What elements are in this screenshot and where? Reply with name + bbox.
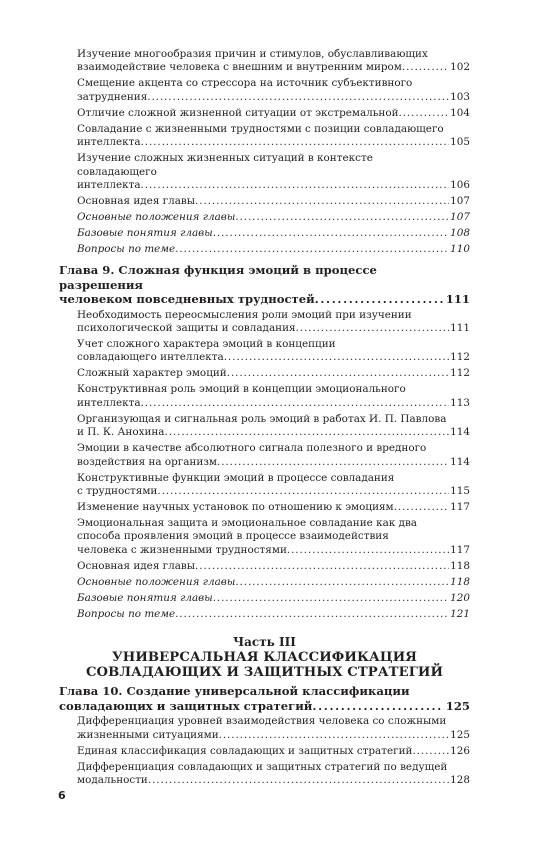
toc-entry[interactable] xyxy=(59,761,470,788)
toc-entry[interactable] xyxy=(59,107,470,120)
leader-dots xyxy=(213,227,449,240)
toc-entry[interactable] xyxy=(59,211,470,224)
toc-entry-title: взаимодействие человека с внешним и внутренним миром xyxy=(77,61,402,74)
leader-dots xyxy=(147,91,449,104)
toc-entry-page-number: 120 xyxy=(450,591,470,604)
toc-entry-title: воздействия на организм xyxy=(77,455,218,468)
leader-dots xyxy=(315,292,444,306)
chapter-page-number: 111 xyxy=(445,291,470,306)
leader-dots xyxy=(165,426,450,439)
toc-entry-title: с трудностями xyxy=(77,485,158,498)
toc-entry[interactable] xyxy=(59,152,470,192)
toc-entry-page-number: 110 xyxy=(450,243,470,256)
leader-dots xyxy=(394,501,450,514)
toc-entry-title: Основная идея главы xyxy=(77,559,196,572)
leader-dots xyxy=(175,243,449,256)
toc-entry-title: интеллекта xyxy=(77,179,141,192)
toc-entry-title-line1: Эмоции в качестве абсолютного сигнала полезного и вредного xyxy=(77,442,427,455)
toc-entry[interactable] xyxy=(59,745,470,758)
leader-dots xyxy=(148,774,449,787)
toc-entry-title: Основные положения главы xyxy=(77,575,236,588)
leader-dots xyxy=(213,592,449,605)
toc-entry-title-line1: Конструктивная роль эмоций в концепции эмоционального xyxy=(77,383,406,396)
toc-entry-title-line1: Смещение акцента со стрессора на источник субъективного xyxy=(77,77,413,90)
chapter-page-number: 125 xyxy=(445,698,470,713)
toc-entry-title: Основная идея главы xyxy=(77,195,196,208)
toc-entry-page-number: 128 xyxy=(450,774,470,787)
part-title-line1: УНИВЕРСАЛЬНАЯ КЛАССИФИКАЦИЯ xyxy=(111,650,418,666)
toc-entry-title: Вопросы по теме xyxy=(77,607,176,620)
toc-entry-page-number: 117 xyxy=(450,543,470,556)
toc-entry-page-number: 112 xyxy=(450,351,470,364)
toc-entry-title-line1: Конструктивные функции эмоций в процессе совладания xyxy=(77,471,395,484)
toc-entry[interactable] xyxy=(59,48,470,75)
toc-entry-title: Отличие сложной жизненной ситуации от экстремальной xyxy=(77,106,399,119)
toc-entry[interactable] xyxy=(59,227,470,240)
toc-entry-title: психологической защиты и совладания xyxy=(77,322,296,335)
toc-entry-page-number: 113 xyxy=(450,396,470,409)
toc-entry-title-line1: Дифференциация уровней взаимодействия человека со сложными xyxy=(77,715,447,728)
chapter-title-line2: человеком повседневных трудностей xyxy=(59,291,315,306)
toc-entry-page-number: 104 xyxy=(450,106,470,119)
leader-dots xyxy=(296,322,450,335)
toc-entry-page-number: 108 xyxy=(450,227,470,240)
toc-entry[interactable] xyxy=(59,383,470,410)
leader-dots xyxy=(235,576,449,589)
part-number: Часть III xyxy=(233,635,296,650)
toc-entry[interactable] xyxy=(59,338,470,365)
toc-entry-title: модальности xyxy=(77,774,148,787)
part-title-line2: СОВЛАДАЮЩИХ И ЗАЩИТНЫХ СТРАТЕГИЙ xyxy=(85,665,444,681)
toc-entry-title: Базовые понятия главы xyxy=(77,227,213,240)
leader-dots xyxy=(227,367,449,380)
toc-entry-page-number: 114 xyxy=(450,426,470,439)
part-heading xyxy=(59,635,470,680)
leader-dots xyxy=(402,61,449,74)
toc-entry-page-number: 126 xyxy=(450,744,470,757)
toc-section-chapter8-tail xyxy=(59,48,470,256)
toc-entry[interactable] xyxy=(59,472,470,499)
leader-dots xyxy=(141,136,450,149)
toc-entry-title-line1: Изучение сложных жизненных ситуаций в контексте совладающего xyxy=(77,152,373,178)
toc-entry-title: Изменение научных установок по отношению к эмоциям xyxy=(77,501,394,514)
leader-dots xyxy=(312,699,443,713)
toc-entry-title: Базовые понятия главы xyxy=(77,591,213,604)
toc-entry[interactable] xyxy=(59,77,470,104)
toc-entry-title: совладающего интеллекта xyxy=(77,351,224,364)
leader-dots xyxy=(224,351,449,364)
toc-entry-page-number: 114 xyxy=(450,455,470,468)
toc-section-chapter9 xyxy=(59,309,470,622)
toc-entry-page-number: 106 xyxy=(450,179,470,192)
toc-entry-title: Основные положения главы xyxy=(77,211,236,224)
toc-entry[interactable] xyxy=(59,309,470,336)
toc-entry-title: жизненными ситуациями xyxy=(77,728,219,741)
toc-entry-title-line1: Изучение многообразия причин и стимулов, обуславливающих xyxy=(77,48,428,60)
toc-section-chapter10 xyxy=(59,715,470,787)
toc-entry-title-line1: Организующая и сигнальная роль эмоций в работах И. П. Павлова xyxy=(77,412,447,425)
table-of-contents xyxy=(59,48,470,790)
chapter-title-line2: совладающих и защитных стратегий xyxy=(59,698,313,713)
toc-entry-page-number: 115 xyxy=(450,485,470,498)
leader-dots xyxy=(175,608,449,621)
toc-entry-title: затруднения xyxy=(77,90,148,103)
toc-entry-page-number: 102 xyxy=(450,61,470,74)
toc-entry[interactable] xyxy=(59,715,470,742)
page-number: 6 xyxy=(58,789,66,802)
toc-entry-title: интеллекта xyxy=(77,136,141,149)
toc-entry-page-number: 121 xyxy=(450,607,470,620)
toc-entry-page-number: 125 xyxy=(450,728,470,741)
leader-dots xyxy=(399,107,450,120)
toc-entry-title-line1: Необходимость переосмысления роли эмоций при изучении xyxy=(77,308,412,321)
leader-dots xyxy=(235,211,449,224)
toc-entry-page-number: 112 xyxy=(450,367,470,380)
toc-entry-title: интеллекта xyxy=(77,396,141,409)
toc-chapter-10[interactable] xyxy=(59,684,470,712)
toc-entry[interactable] xyxy=(59,501,470,514)
toc-entry[interactable] xyxy=(59,243,470,256)
toc-entry-title: Вопросы по теме xyxy=(77,243,176,256)
toc-entry-title-line1: Эмоциональная защита и эмоциональное совладание как два способа проявления эмоций в процессе взаимодействия xyxy=(77,517,418,543)
leader-dots xyxy=(195,195,449,208)
chapter-title-line1: Глава 9. Сложная функция эмоций в процессе разрешения xyxy=(59,263,377,292)
leader-dots xyxy=(217,456,449,469)
toc-entry[interactable] xyxy=(59,413,470,440)
leader-dots xyxy=(141,179,450,192)
leader-dots xyxy=(219,729,450,742)
toc-entry-page-number: 105 xyxy=(450,136,470,149)
toc-entry-title-line1: Дифференциация совладающих и защитных стратегий по ведущей xyxy=(77,760,448,773)
leader-dots xyxy=(195,560,449,573)
toc-entry-page-number: 107 xyxy=(450,195,470,208)
toc-entry-page-number: 111 xyxy=(450,322,470,335)
toc-chapter-9[interactable] xyxy=(59,263,470,306)
toc-entry-page-number: 118 xyxy=(450,575,470,588)
toc-entry[interactable] xyxy=(59,592,470,605)
toc-entry[interactable] xyxy=(59,123,470,150)
toc-entry-title: Единая классификация совладающих и защитных стратегий xyxy=(77,744,413,757)
toc-entry-page-number: 117 xyxy=(450,501,470,514)
toc-entry-title-line1: Учет сложного характера эмоций в концепции xyxy=(77,338,336,351)
chapter-title-line1: Глава 10. Создание универсальной классификации xyxy=(59,684,410,699)
leader-dots xyxy=(412,745,449,758)
toc-entry[interactable] xyxy=(59,560,470,573)
leader-dots xyxy=(287,544,449,557)
toc-entry-title: Сложный характер эмоций xyxy=(77,367,227,380)
toc-entry-title: и П. К. Анохина xyxy=(77,426,165,439)
toc-entry[interactable] xyxy=(59,576,470,589)
toc-entry-title-line1: Совладание с жизненными трудностями с позиции совладающего xyxy=(77,122,444,135)
toc-entry-page-number: 118 xyxy=(450,559,470,572)
toc-entry-page-number: 103 xyxy=(450,90,470,103)
toc-entry-page-number: 107 xyxy=(450,211,470,224)
toc-entry[interactable] xyxy=(59,517,470,557)
toc-entry[interactable] xyxy=(59,367,470,380)
leader-dots xyxy=(141,397,450,410)
toc-entry[interactable] xyxy=(59,608,470,621)
toc-entry-title: человека с жизненными трудностями xyxy=(77,543,287,556)
toc-entry[interactable] xyxy=(59,195,470,208)
leader-dots xyxy=(157,485,449,498)
toc-entry[interactable] xyxy=(59,442,470,469)
